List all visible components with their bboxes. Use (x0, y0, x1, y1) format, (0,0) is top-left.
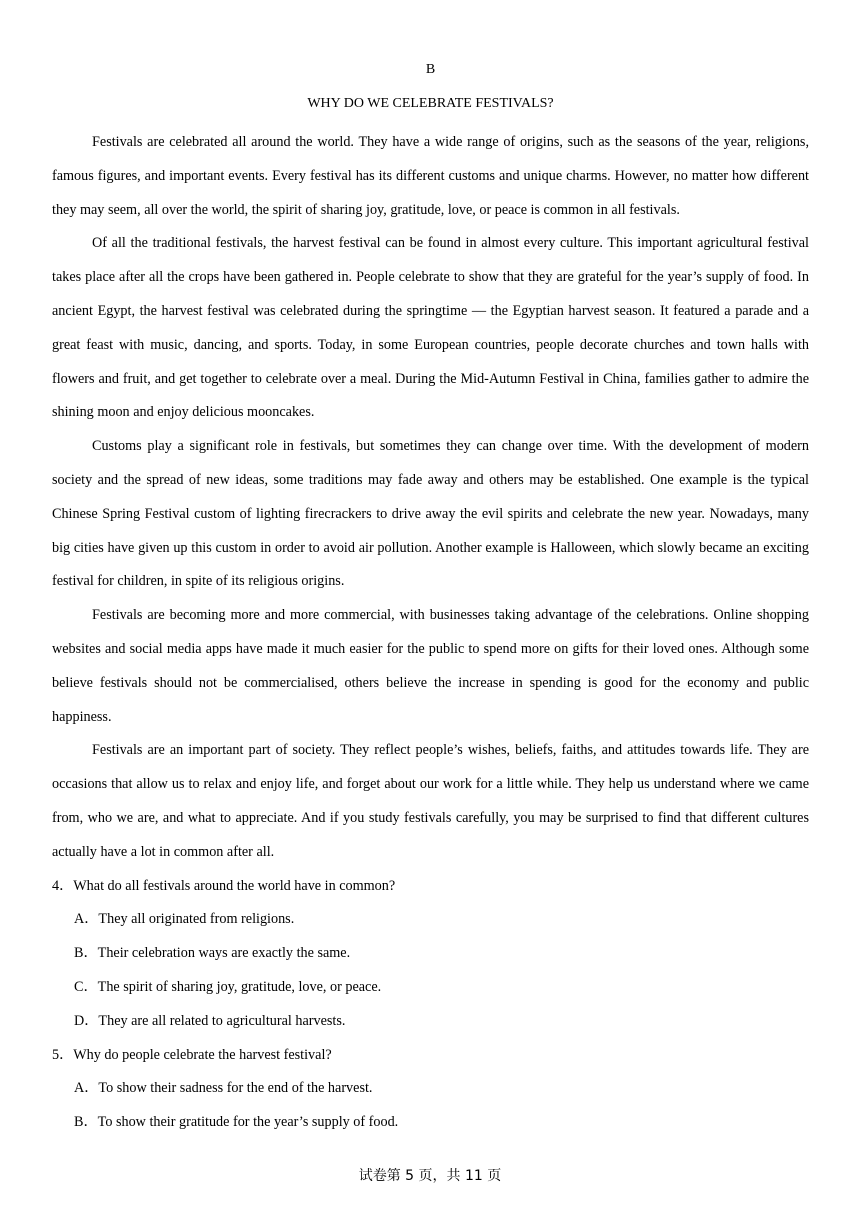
exam-page (52, 58, 809, 1140)
passage-paragraph: Festivals are becoming more and more commercial, with businesses taking advantage of the celebrations. Online shopping websites and social media apps have made it much easier for the public to spend more on gifts for their loved ones. Although some believe festivals should not be commercialised, others believe the increase in spending is good for the economy and public happiness. (52, 607, 809, 725)
passage-paragraph: Customs play a significant role in festivals, but sometimes they can change over time. With the development of modern society and the spread of new ideas, some traditions may fade away and others may be established. One example is the typical Chinese Spring Festival custom of lighting firecrackers to drive away the evil spirits and celebrate the new year. Nowadays, many big cities have given up this custom in order to avoid air pollution. Another example is Halloween, which slowly became an exciting festival for children, in spite of its religious origins. (52, 438, 809, 590)
passage-title: WHY DO WE CELEBRATE FESTIVALS? (307, 96, 554, 111)
answer-option-b: B．Their celebration ways are exactly the same. (74, 945, 351, 962)
answer-option-a: A．To show their sadness for the end of the harvest. (74, 1080, 373, 1097)
passage-paragraph: Of all the traditional festivals, the harvest festival can be found in almost every culture. This important agricultural festival takes place after all the crops have been gathered in. People celebrate to show that they are grateful for the year’s supply of food. In ancient Egypt, the harvest festival was celebrated during the springtime — the Egyptian harvest season. It featured a parade and a great feast with music, dancing, and sports. Today, in some European countries, people decorate churches and town halls with flowers and fruit, and get together to celebrate over a meal. During the Mid-Autumn Festival in China, families gather to admire the shining moon and enjoy delicious mooncakes. (52, 235, 809, 421)
section-letter: B (425, 62, 436, 77)
question-4 (52, 870, 809, 1039)
passage-paragraph: Festivals are celebrated all around the world. They have a wide range of origins, such as the seasons of the year, religions, famous figures, and important events. Every festival has its different customs and unique charms. However, no matter how different they may seem, all over the world, the spirit of sharing joy, gratitude, love, or peace is common in all festivals. (52, 134, 809, 218)
question-5 (52, 1039, 809, 1140)
answer-option-b: B．To show their gratitude for the year’s supply of food. (74, 1114, 399, 1131)
question-stem: 4．What do all festivals around the world have in common? (52, 877, 396, 894)
page-footer: 试卷第 5 页，共 11 页 (358, 1168, 502, 1184)
question-stem: 5．Why do people celebrate the harvest festival? (52, 1046, 332, 1063)
answer-option-d: D．They are all related to agricultural harvests. (74, 1012, 346, 1029)
passage-paragraph: Festivals are an important part of society. They reflect people’s wishes, beliefs, faiths, and attitudes towards life. They are occasions that allow us to relax and enjoy life, and forget about our work for a little while. They help us understand where we came from, who we are, and what to appreciate. And if you study festivals carefully, you may be surprised to find that different cultures actually have a lot in common after all. (52, 742, 809, 860)
answer-option-a: A．They all originated from religions. (74, 911, 295, 928)
answer-option-c: C．The spirit of sharing joy, gratitude, love, or peace. (74, 978, 382, 995)
